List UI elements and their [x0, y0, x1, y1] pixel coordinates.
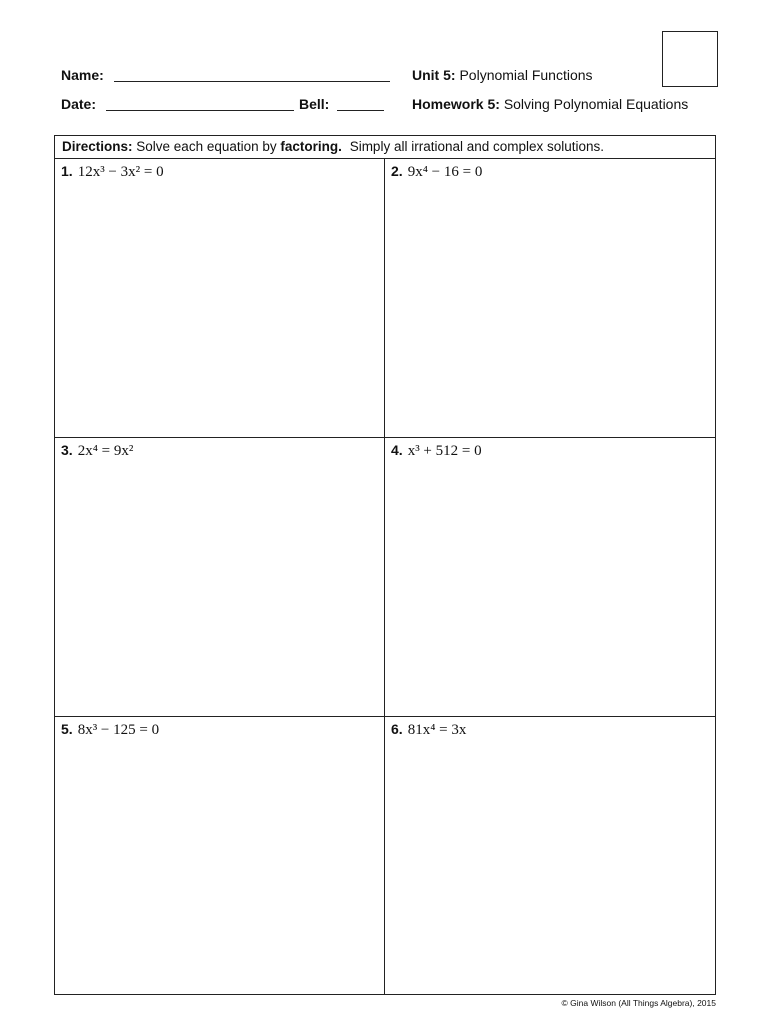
problem-cell-1[interactable] — [55, 159, 385, 438]
problem-number: 2. — [391, 163, 403, 179]
copyright-footer: © Gina Wilson (All Things Algebra), 2015 — [561, 998, 716, 1008]
name-row — [61, 66, 104, 84]
problem-number: 1. — [61, 163, 73, 179]
problem-cell-3[interactable] — [55, 438, 385, 717]
problem-2 — [391, 163, 715, 181]
problem-equation: x³ + 512 = 0 — [407, 443, 482, 459]
directions-emphasis: factoring. — [280, 139, 342, 154]
problem-equation: 2x⁴ = 9x² — [77, 443, 134, 459]
problem-1 — [61, 163, 384, 181]
problem-6 — [391, 721, 715, 739]
problem-4 — [391, 442, 715, 460]
unit-title: Polynomial Functions — [459, 67, 593, 83]
name-label: Name: — [61, 67, 104, 83]
directions-label: Directions: — [62, 139, 133, 154]
unit-row — [412, 66, 593, 84]
unit-label: Unit 5: — [412, 67, 456, 83]
problem-number: 4. — [391, 442, 403, 458]
date-field[interactable] — [106, 110, 294, 111]
problem-cell-4[interactable] — [385, 438, 715, 717]
directions-text-before: Solve each equation by — [136, 139, 277, 154]
bell-field[interactable] — [337, 110, 384, 111]
problem-equation: 8x³ − 125 = 0 — [77, 722, 160, 738]
score-box — [662, 31, 718, 87]
problem-cell-2[interactable] — [385, 159, 715, 438]
homework-row — [412, 95, 688, 113]
problem-number: 3. — [61, 442, 73, 458]
problem-cell-5[interactable] — [55, 717, 385, 994]
directions-text-after: Simply all irrational and complex solutions. — [349, 139, 605, 154]
homework-title: Solving Polynomial Equations — [503, 96, 689, 112]
date-row — [61, 95, 96, 113]
problem-equation: 81x⁴ = 3x — [407, 722, 467, 738]
directions-bar — [54, 135, 716, 159]
bell-label: Bell: — [299, 96, 330, 112]
problem-cell-6[interactable] — [385, 717, 715, 994]
name-field[interactable] — [114, 81, 390, 82]
problem-equation: 9x⁴ − 16 = 0 — [407, 164, 483, 180]
problem-grid — [54, 158, 716, 995]
bell-row — [299, 95, 329, 113]
homework-label: Homework 5: — [412, 96, 500, 112]
problem-5 — [61, 721, 384, 739]
problem-3 — [61, 442, 384, 460]
problem-number: 6. — [391, 721, 403, 737]
problem-number: 5. — [61, 721, 73, 737]
problem-equation: 12x³ − 3x² = 0 — [77, 164, 164, 180]
date-label: Date: — [61, 96, 97, 112]
